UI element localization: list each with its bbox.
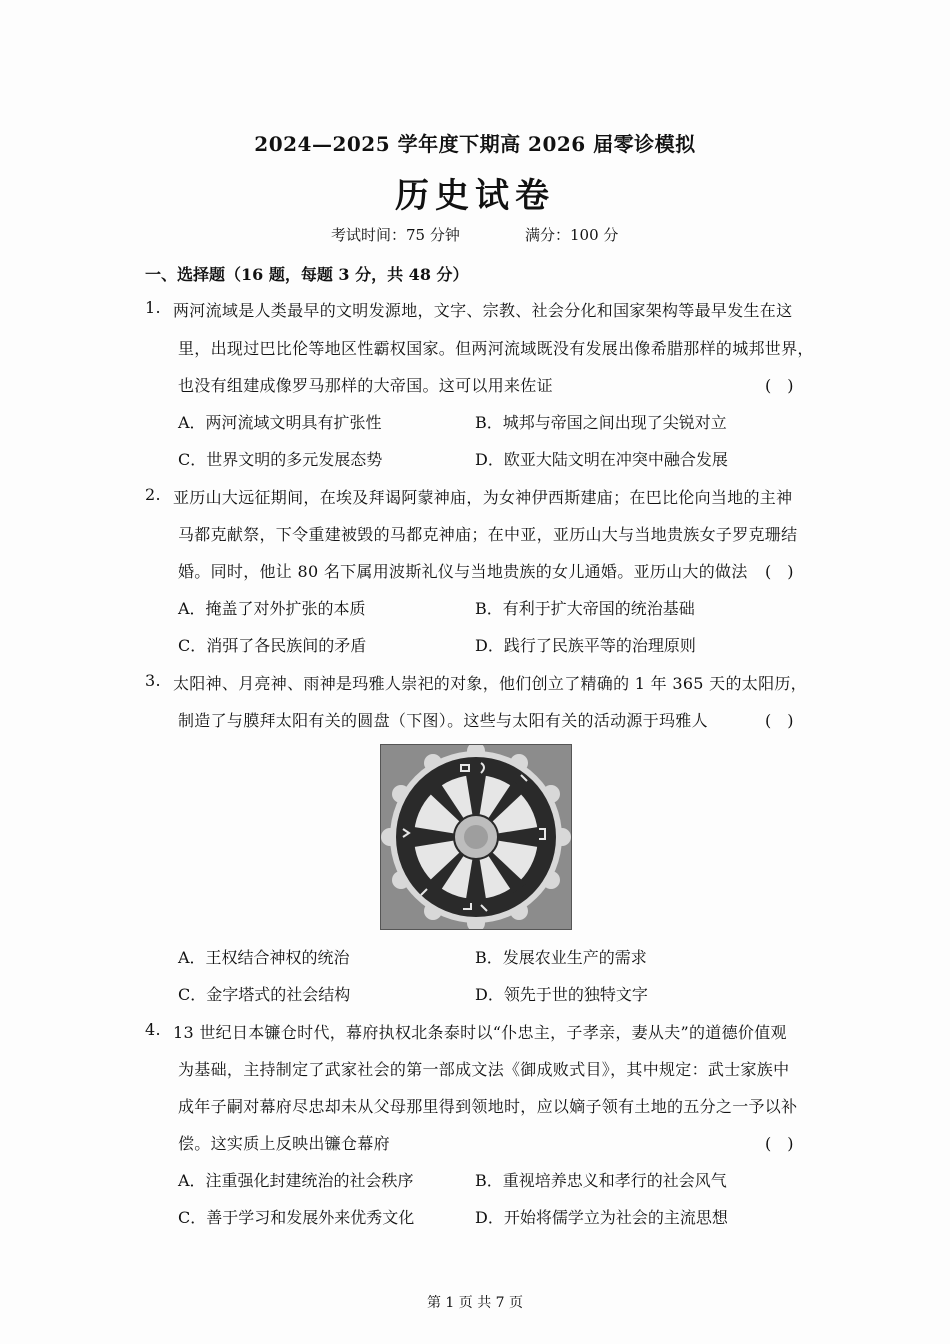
maya-sun-disc-drawing: [381, 745, 571, 929]
option-b[interactable]: B．有利于扩大帝国的统治基础: [475, 599, 695, 618]
page-title: 历史试卷: [395, 176, 555, 216]
question-line: 婚。同时，他让 80 名下属用波斯礼仪与当地贵族的女儿通婚。亚历山大的做法: [178, 562, 748, 581]
disc-center-core: [464, 825, 488, 849]
question-number: 2.: [145, 485, 161, 504]
question-line: 为基础，主持制定了武家社会的第一部成文法《御成败式目》，其中规定：武士家族中: [178, 1060, 790, 1079]
section-heading: 一、选择题（16 题，每题 3 分，共 48 分）: [145, 265, 469, 284]
option-c[interactable]: C．善于学习和发展外来优秀文化: [178, 1208, 415, 1227]
question-line: 里，出现过巴比伦等地区性霸权国家。但两河流域既没有发展出像希腊那样的城邦世界，: [178, 339, 814, 358]
option-a[interactable]: A．掩盖了对外扩张的本质: [178, 599, 366, 618]
question-number: 3.: [145, 671, 161, 690]
option-c[interactable]: C．世界文明的多元发展态势: [178, 450, 383, 469]
question-line: 制造了与膜拜太阳有关的圆盘（下图）。这些与太阳有关的活动源于玛雅人: [178, 711, 708, 730]
exam-header: 2024—2025 学年度下期高 2026 届零诊模拟: [254, 132, 696, 156]
option-b[interactable]: B．城邦与帝国之间出现了尖锐对立: [475, 413, 727, 432]
option-c[interactable]: C．金字塔式的社会结构: [178, 985, 351, 1004]
question-line: 太阳神、月亮神、雨神是玛雅人崇祀的对象，他们创立了精确的 1 年 365 天的太阳历，: [173, 674, 807, 693]
answer-blank[interactable]: ( ): [765, 376, 794, 395]
question-line: 马都克献祭，下令重建被毁的马都克神庙；在中亚，亚历山大与当地贵族女子罗克珊结: [178, 525, 798, 544]
option-b[interactable]: B．重视培养忠义和孝行的社会风气: [475, 1171, 727, 1190]
option-d[interactable]: D．践行了民族平等的治理原则: [475, 636, 696, 655]
option-d[interactable]: D．欧亚大陆文明在冲突中融合发展: [475, 450, 728, 469]
question-line: 成年子嗣对幕府尽忠却未从父母那里得到领地时，应以嫡子领有土地的五分之一予以补: [178, 1097, 798, 1116]
question-line: 13 世纪日本镰仓时代，幕府执权北条泰时以“仆忠主，子孝亲，妻从夫”的道德价值观: [173, 1023, 787, 1042]
option-d[interactable]: D．领先于世的独特文字: [475, 985, 648, 1004]
question-line: 亚历山大远征期间，在埃及拜谒阿蒙神庙，为女神伊西斯建庙；在巴比伦向当地的主神: [173, 488, 793, 507]
question-number: 1.: [145, 298, 161, 317]
exam-time: 考试时间：75 分钟: [331, 226, 460, 244]
option-b[interactable]: B．发展农业生产的需求: [475, 948, 647, 967]
maya-sun-disc-image: [380, 744, 572, 930]
option-d[interactable]: D．开始将儒学立为社会的主流思想: [475, 1208, 728, 1227]
question-line: 偿。这实质上反映出镰仓幕府: [178, 1134, 390, 1153]
option-a[interactable]: A．注重强化封建统治的社会秩序: [178, 1171, 414, 1190]
option-a[interactable]: A．两河流域文明具有扩张性: [178, 413, 382, 432]
question-line: 也没有组建成像罗马那样的大帝国。这可以用来佐证: [178, 376, 553, 395]
option-c[interactable]: C．消弭了各民族间的矛盾: [178, 636, 367, 655]
answer-blank[interactable]: ( ): [765, 1134, 794, 1153]
page-number-footer: 第 1 页 共 7 页: [426, 1295, 524, 1311]
answer-blank[interactable]: ( ): [765, 562, 794, 581]
question-number: 4.: [145, 1020, 161, 1039]
answer-blank[interactable]: ( ): [765, 711, 794, 730]
question-line: 两河流域是人类最早的文明发源地，文字、宗教、社会分化和国家架构等最早发生在这: [173, 301, 793, 320]
full-score: 满分：100 分: [525, 226, 619, 244]
option-a[interactable]: A．王权结合神权的统治: [178, 948, 350, 967]
